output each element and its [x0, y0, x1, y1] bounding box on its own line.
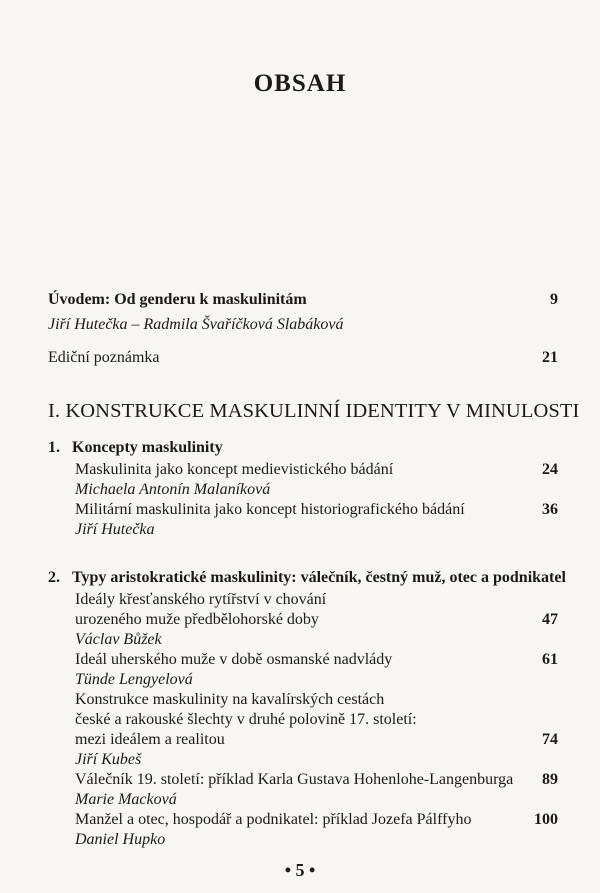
entry-title-line: Válečník 19. století: příklad Karla Gustava Hohenlohe-Langenburga	[75, 771, 514, 788]
entry-title-line: Ideály křesťanského rytířství v chování	[75, 591, 327, 608]
toc-entry-intro	[48, 290, 558, 310]
toc-entry	[75, 460, 558, 500]
entry-author: Daniel Hupko	[75, 831, 166, 848]
section-heading-1	[48, 438, 223, 458]
entry-page-number: 21	[542, 349, 558, 366]
entry-title-line: české a rakouské šlechty v druhé polovině 17. století:	[75, 711, 417, 728]
page-folio: • 5 •	[284, 860, 316, 880]
toc-entry	[75, 690, 558, 770]
entry-page-number: 61	[542, 651, 558, 668]
part-heading: I. KONSTRUKCE MASKULINNÍ IDENTITY V MINULOSTI	[48, 400, 580, 422]
entry-author: Marie Macková	[75, 791, 177, 808]
toc-entry	[75, 770, 558, 810]
entry-title-line: Konstrukce maskulinity na kavalírských cestách	[75, 691, 385, 708]
page-title: OBSAH	[253, 70, 347, 97]
section-title: Typy aristokratické maskulinity: válečník, čestný muž, otec a podnikatel	[72, 569, 566, 586]
entry-author: Jiří Hutečka	[75, 521, 155, 538]
section-number: 1.	[48, 439, 60, 456]
entry-title: Ediční poznámka	[48, 349, 160, 366]
section-heading-2	[48, 568, 566, 588]
section-number: 2.	[48, 569, 60, 586]
entry-author: Jiří Hutečka – Radmila Švaříčková Slabáková	[48, 316, 344, 333]
entry-title-line: urozeného muže předbělohorské doby	[75, 611, 319, 628]
entry-title-line: Manžel a otec, hospodář a podnikatel: příklad Jozefa Pálffyho	[75, 811, 472, 828]
entry-title-line: Militární maskulinita jako koncept historiografického bádání	[75, 501, 465, 518]
entry-author: Václav Bůžek	[75, 631, 162, 648]
entry-title: Úvodem: Od genderu k maskulinitám	[48, 291, 307, 308]
toc-entry	[75, 650, 558, 690]
entry-page-number: 9	[550, 291, 558, 308]
entry-page-number: 89	[542, 771, 558, 788]
entry-author: Jiří Kubeš	[75, 751, 142, 768]
toc-entry-editorial	[48, 348, 558, 368]
toc-entry	[75, 810, 558, 850]
section-title: Koncepty maskulinity	[72, 439, 223, 456]
entry-title-line: Ideál uherského muže v době osmanské nadvlády	[75, 651, 393, 668]
entry-page-number: 36	[542, 501, 558, 518]
entry-page-number: 24	[542, 461, 558, 478]
entry-author: Tünde Lengyelová	[75, 671, 193, 688]
toc-entry	[75, 590, 558, 650]
entry-page-number: 74	[542, 731, 558, 748]
entry-author: Michaela Antonín Malaníková	[75, 481, 271, 498]
entry-title-line: mezi ideálem a realitou	[75, 731, 225, 748]
entry-page-number: 100	[534, 811, 558, 828]
entry-page-number: 47	[542, 611, 558, 628]
entry-title-line: Maskulinita jako koncept medievistického bádání	[75, 461, 394, 478]
toc-entry	[75, 500, 558, 540]
